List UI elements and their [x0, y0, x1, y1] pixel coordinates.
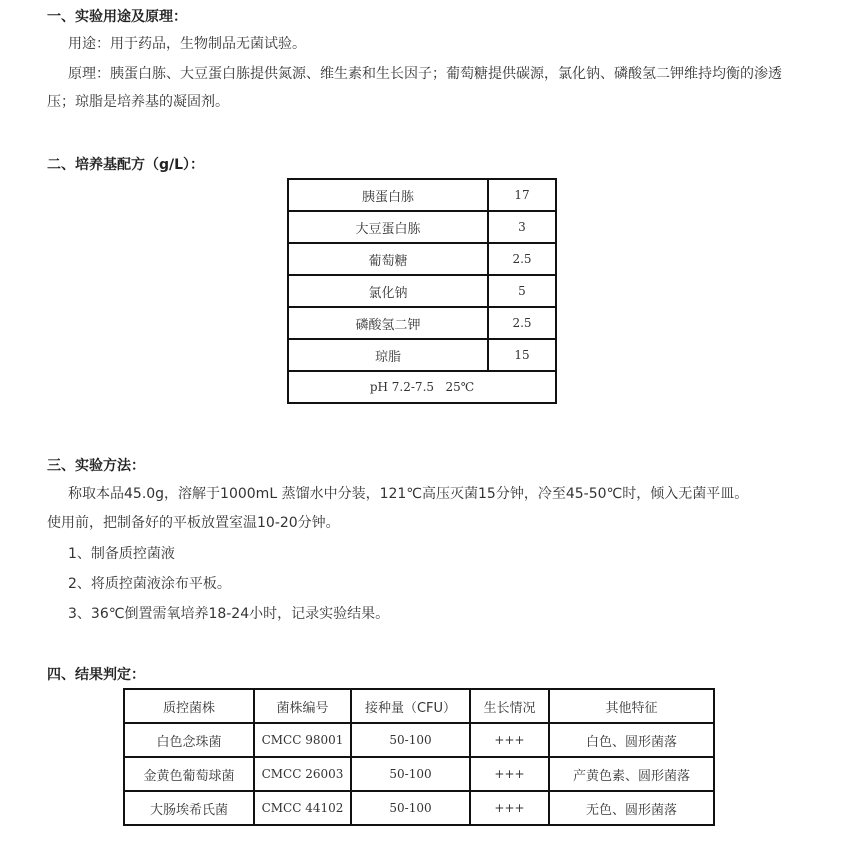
ingredient-name: 磷酸氢二钾: [288, 307, 488, 339]
characteristics: 产黄色素、圆形菌落: [549, 757, 714, 791]
ingredient-amount: 5: [488, 275, 556, 307]
table-row: [124, 723, 714, 757]
strain-name: 大肠埃希氏菌: [124, 791, 254, 825]
table-row: [124, 791, 714, 825]
principle-text-line1: 原理：胰蛋白胨、大豆蛋白胨提供氮源、维生素和生长因子；葡萄糖提供碳源，氯化钠、磷酸氢二钾维持均衡的渗透: [68, 66, 782, 82]
ingredient-amount: 17: [488, 179, 556, 211]
strain-name: 金黄色葡萄球菌: [124, 757, 254, 791]
ingredient-amount: 2.5: [488, 307, 556, 339]
ingredient-name: 大豆蛋白胨: [288, 211, 488, 243]
formula-row: [288, 243, 556, 275]
ingredient-amount: 15: [488, 339, 556, 371]
principle-text-line2: 压；琼脂是培养基的凝固剂。: [47, 94, 229, 110]
method-line2: 使用前，把制备好的平板放置室温10-20分钟。: [47, 515, 340, 531]
formula-row: [288, 307, 556, 339]
strain-code: CMCC 26003: [254, 757, 351, 791]
formula-row: [288, 275, 556, 307]
characteristics: 无色、圆形菌落: [549, 791, 714, 825]
usage-text: 用途：用于药品，生物制品无菌试验。: [68, 36, 306, 52]
ingredient-name: 葡萄糖: [288, 243, 488, 275]
column-header: 生长情况: [470, 689, 549, 723]
section-4-heading: 四、结果判定：: [47, 667, 145, 683]
method-step: 3、36℃倒置需氧培养18-24小时，记录实验结果。: [68, 606, 390, 622]
method-step: 1、制备质控菌液: [68, 546, 175, 562]
growth: +++: [470, 723, 549, 757]
ingredient-name: 氯化钠: [288, 275, 488, 307]
inoculum: 50-100: [351, 723, 470, 757]
column-header: 其他特征: [549, 689, 714, 723]
ingredient-name: 琼脂: [288, 339, 488, 371]
section-1-heading: 一、实验用途及原理：: [47, 9, 187, 25]
results-table: [123, 688, 715, 826]
ingredient-name: 胰蛋白胨: [288, 179, 488, 211]
table-row: [124, 757, 714, 791]
formula-row: [288, 211, 556, 243]
formula-row: [288, 179, 556, 211]
ingredient-amount: 3: [488, 211, 556, 243]
section-2-heading: 二、培养基配方（g/L）：: [47, 157, 205, 173]
method-line1: 称取本品45.0g，溶解于1000mL 蒸馏水中分装，121℃高压灭菌15分钟，冷至45-50℃时，倾入无菌平皿。: [68, 486, 749, 502]
ingredient-amount: 2.5: [488, 243, 556, 275]
strain-name: 白色念珠菌: [124, 723, 254, 757]
inoculum: 50-100: [351, 791, 470, 825]
method-step: 2、将质控菌液涂布平板。: [68, 576, 231, 592]
ph-temperature: pH 7.2-7.5 25℃: [288, 371, 556, 403]
section-3-heading: 三、实验方法：: [47, 458, 145, 474]
strain-code: CMCC 44102: [254, 791, 351, 825]
column-header: 接种量（CFU）: [351, 689, 470, 723]
inoculum: 50-100: [351, 757, 470, 791]
column-header: 质控菌株: [124, 689, 254, 723]
formula-table: [287, 178, 557, 404]
results-header-row: [124, 689, 714, 723]
strain-code: CMCC 98001: [254, 723, 351, 757]
growth: +++: [470, 791, 549, 825]
growth: +++: [470, 757, 549, 791]
formula-row: [288, 339, 556, 371]
column-header: 菌株编号: [254, 689, 351, 723]
formula-footer-row: [288, 371, 556, 403]
characteristics: 白色、圆形菌落: [549, 723, 714, 757]
